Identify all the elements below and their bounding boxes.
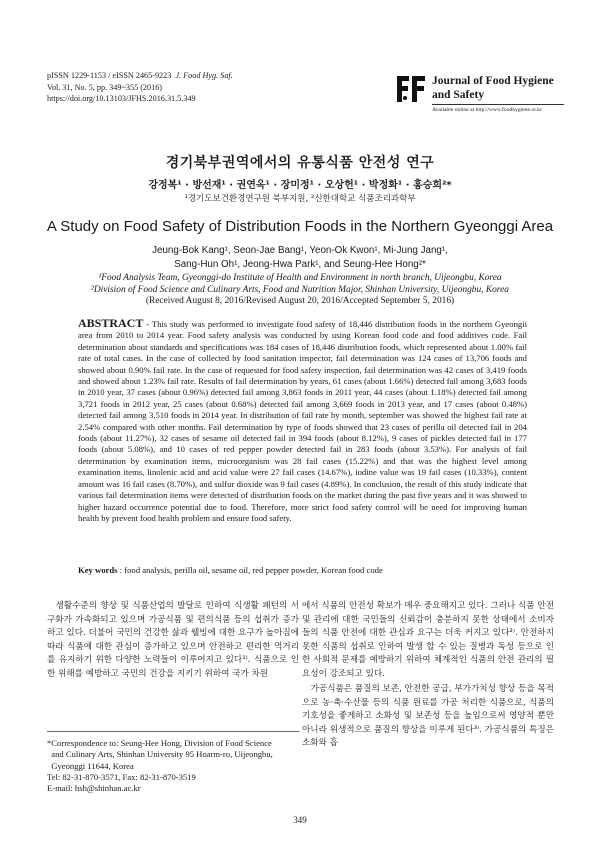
issn-line: pISSN 1229-1153 / eISSN 2465-9223 J. Food Hyg. Saf. <box>47 71 233 80</box>
title-english: A Study on Food Safety of Distribution Foods in the Northern Gyeonggi Area <box>46 218 554 235</box>
article-meta <box>47 70 233 105</box>
abstract-text: - This study was performed to investigate food safety of 18,446 distribution foods in the northern Gyeongii area from 2010 to 2014 year. Food safety analysis was conducted by using Korean food code and food additives code. Fail determination about standards and specifications was 184 cases of 18,446 distribution foods, which represented about 1.00% fail rate of total cases. In the case of collected by food sanitation inspector, fail determination was 124 cases of 13,706 foods and showed about 0.90% fail rate. In the case of requested for food safety inspection, fail determination was 42 cases of 3,419 foods and showed about 1.23% fail rate. Results of fail determination by years, 61 cases (about 1.66%) detected fail among 3,683 foods in 2010 year, 37 cases (about 0.96%) detected fail among 3,863 foods in 2011 year, 44 cases (about 1.18%) detected fail among 3,721 foods in 2012 year, 25 cases (about 0.68%) detected fail among 3,669 foods in 2013 year, and 17 cases (about 0.48%) detected fail among 3,510 foods in 2014 year. In distribution of fail rate by month, september was showed the highest fail rate at 2.54% compared with other months. Fail determination by type of foods showed that 23 cases of perilla oil detected fail in 204 foods (about 11.27%), 32 cases of sesame oil detected fail in 394 foods (about 8.12%), 9 cases of pickles detected fail in 177 foods (about 5.08%), and 10 cases of red pepper powder detected fail in 283 foods (about 3.53%). For analysis of fail determination by examination items, microorganism was 28 fail cases (15.22%) and that was the highest level among examination items, linolenic acid and acid value were 27 fail cases (14.67%), iodine value was 19 fail cases (10.33%), content amount was 16 fail cases (8.70%), and sulfur dioxide was 9 fail cases (4.89%). In conclusion, the result of this study indicate that various fail determination items were detected of distribution foods on the market during the past five years and it was showed to higher hazard occurrence potential due to food. Therefore, more strict food safety control will be need for improving human health by prevent food health problem and ensure food safety. <box>78 319 527 523</box>
header-divider <box>432 104 564 105</box>
page-number: 349 <box>293 815 307 825</box>
keywords <box>78 565 527 575</box>
correspondence-footnote: *Correspondence to: Seung-Hee Hong, Division of Food Science and Culinary Arts, Shinhan University 95 Hoarm-ro, Uijeongbu, Gyeonggi 11644, Korea Tel: 82-31-870-3571, Fax: 82-31-870-3519 E-mail: hsh@shinhan.ac.kr <box>47 738 305 794</box>
title-korean: 경기북부권역에서의 유통식품 안전성 연구 <box>165 155 435 171</box>
abstract <box>78 318 527 524</box>
doi-link[interactable]: https://doi.org/10.13103/JFHS.2016.31.5.349 <box>47 94 196 103</box>
journal-title: Journal of Food Hygiene and Safety <box>432 75 554 101</box>
body-column-left <box>47 600 299 681</box>
authors-korean: 강정복¹ · 방선재¹ · 권연옥¹ · 장미정¹ · 오상헌¹ · 박정화¹ · 홍승희²* <box>148 180 452 191</box>
authors-english: Jeung-Bok Kang¹, Seon-Jae Bang¹, Yeon-Ok Kwon¹, Mi-Jung Jang¹, Sang-Hun Oh¹, Jeong-Hwa Park¹, and Seung-Hee Hong²* <box>152 245 448 270</box>
email-link[interactable]: E-mail: hsh@shinhan.ac.kr <box>47 783 141 794</box>
available-online: Available online at http://www.foodhygiene.or.kr <box>432 107 542 113</box>
volume-line: Vol. 31, No. 5, pp. 349~355 (2016) <box>47 82 163 92</box>
affiliation-english: ¹Food Analysis Team, Gyeonggi-do Institute of Health and Environment in north branch, Uijeongbu, Korea ²Division of Food Science and Culinary Arts, Food and Nutrition Major, Shinhan University, Uijeongbu, Korea <box>91 273 509 295</box>
affiliation-korean: ¹경기도보건환경연구원 북부지원, ²신한대학교 식품조리과학부 <box>184 194 416 204</box>
keywords-text: : food analysis, perilla oil, sesame oil, red pepper powder, Korean food code <box>117 565 383 575</box>
paragraph: 에서 식품의 안전성 확보가 매우 중요해지고 있다. 그러나 식품 안전 및 관리에 대한 국민들의 신뢰감이 충분하지 못한 상태에서 소비자들의 식품 안전에 대한 관심과 요구는 더욱 커지고 있다²⁾. 안전하지 못한 식품의 섭취로 인하여 발생 할 수 있는 질병과 독성 등으로 인한 사회적 문제를 예방하기 위하여 체계적인 식품의 안전 관리의 필요성이 강조되고 있다. <box>302 601 554 679</box>
body-column-right <box>302 600 554 751</box>
paragraph: 생활수준의 향상 및 식품산업의 발달로 인하여 식생활 패턴의 서구화가 가속화되고 있으며 가공식품 및 편의식품 등의 섭취가 증가하고 있다. 더불어 국민의 건강한 삶과 웰빙에 대한 요구가 높아짐에 따라 식품에 대한 관심이 증가하고 있으며 안전하고 편리한 먹거리를 유지하기 위한 다양한 노력들이 이루어지고 있다¹⁾. 식품으로 인한 위해를 예방하고 국민의 건강을 지키기 위하여 국가 차원 <box>47 601 299 679</box>
footnote-divider <box>47 731 299 732</box>
received-dates: (Received August 8, 2016/Revised August 20, 2016/Accepted September 5, 2016) <box>145 296 455 306</box>
paragraph: 가공식품은 품질의 보존, 안전한 공급, 부가가치성 향상 등을 목적으로 농·축·수산물 등의 식품 원료를 가공 처리한 식품으로, 식품의 기호성을 좋게하고 소화성 및 보존성 등을 높임으로써 영양적 뿐만 아니라 위생적으로 품질의 향상을 이루게 된다³⁾. 가공식품의 특징은 소화와 흡 <box>302 684 554 748</box>
journal-abbrev: J. Food Hyg. Saf. <box>175 71 233 80</box>
journal-logo-icon <box>393 72 429 106</box>
keywords-label: Key words <box>78 565 118 575</box>
abstract-label: ABSTRACT <box>78 316 144 330</box>
